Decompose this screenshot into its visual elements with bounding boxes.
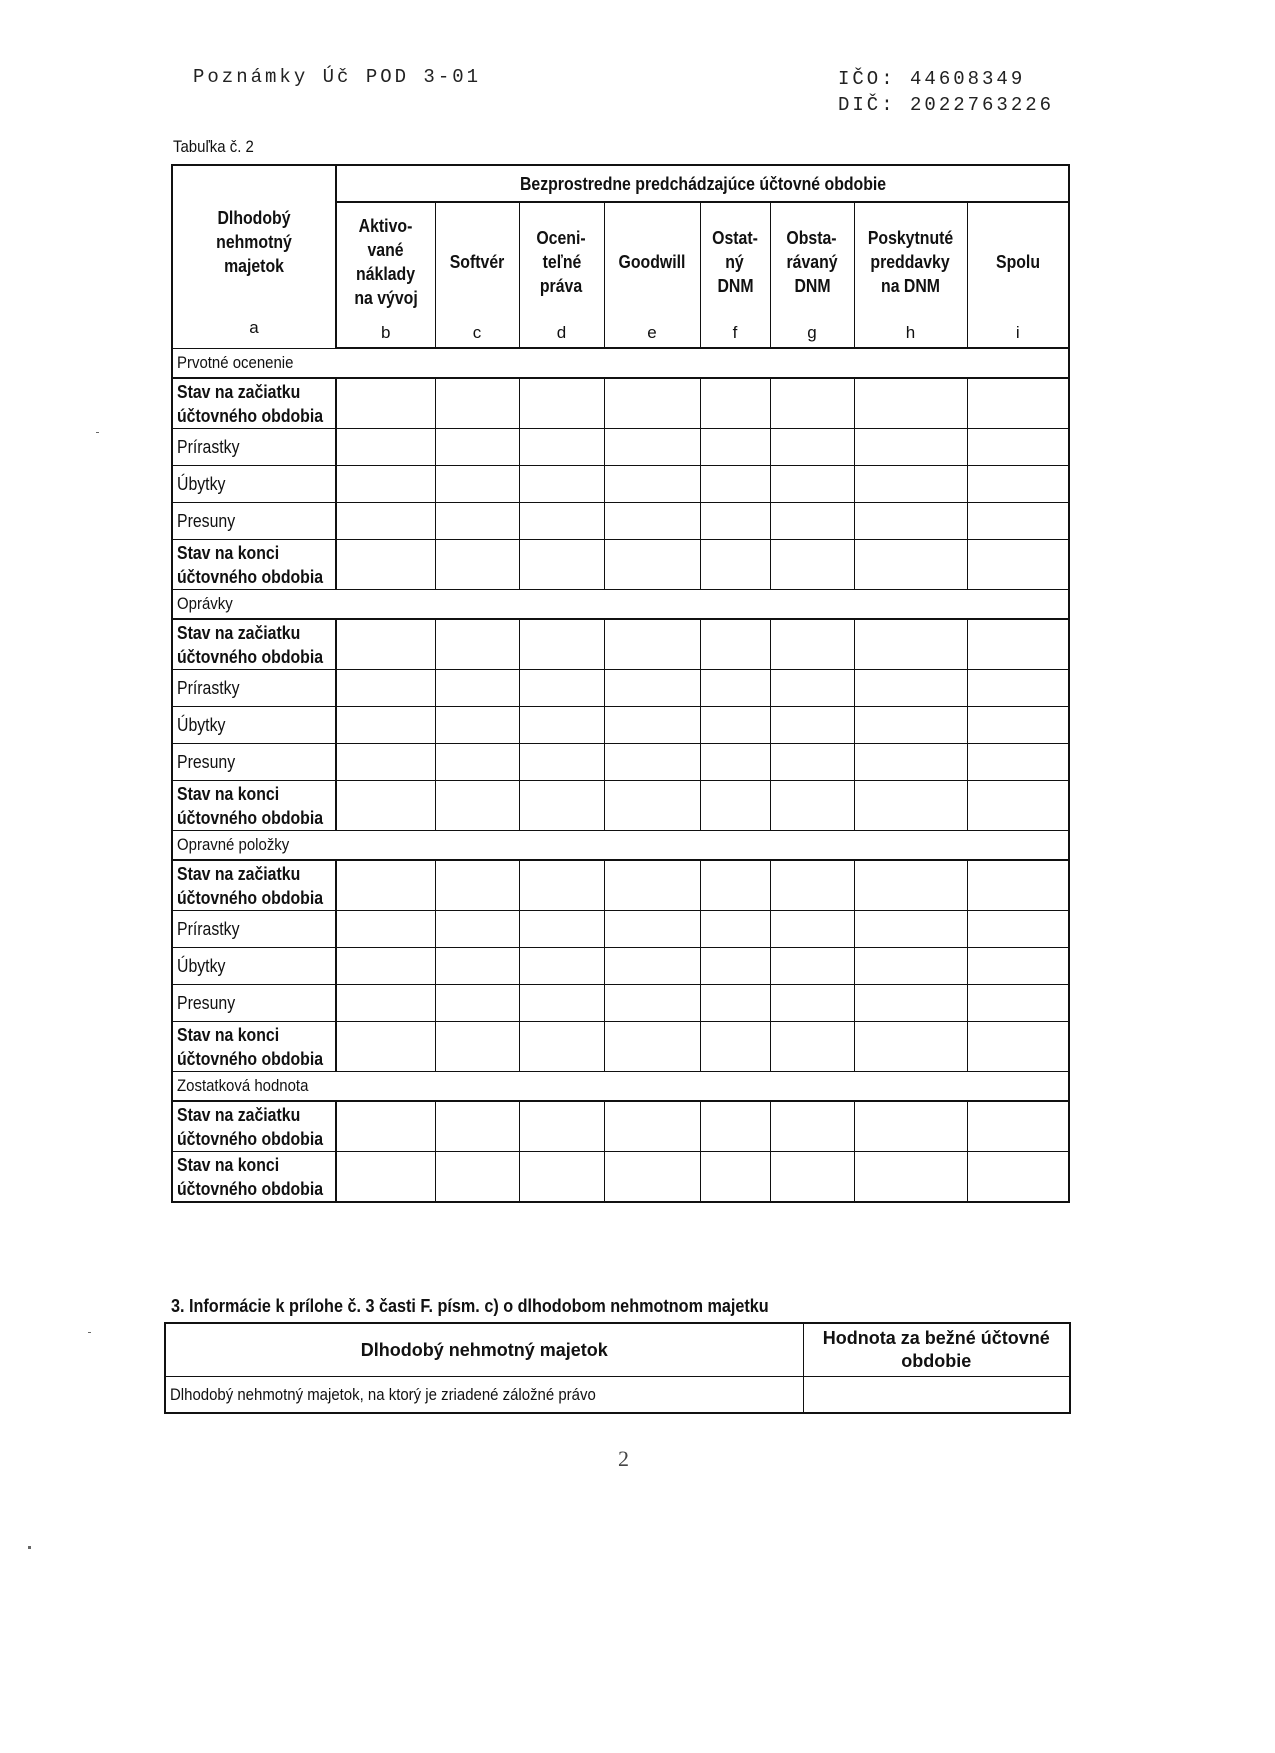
value-cell[interactable]	[967, 540, 1069, 590]
value-cell[interactable]	[967, 1152, 1069, 1203]
row-label: Presuny	[172, 985, 336, 1022]
col-letter-i: i	[1015, 323, 1020, 342]
col-letter-b: b	[381, 323, 391, 342]
value-cell[interactable]	[435, 744, 519, 781]
value-cell[interactable]	[435, 707, 519, 744]
table-row	[172, 744, 1069, 781]
col-header-c: Softvér c	[435, 202, 519, 348]
value-cell[interactable]	[435, 670, 519, 707]
value-cell[interactable]	[967, 378, 1069, 429]
col-letter-f: f	[732, 323, 738, 342]
row-label: Presuny	[172, 503, 336, 540]
value-cell[interactable]	[519, 619, 604, 670]
value-cell[interactable]	[700, 670, 770, 707]
value-cell[interactable]	[854, 744, 967, 781]
pledged-asset-value[interactable]	[803, 1377, 1070, 1414]
value-cell[interactable]	[700, 466, 770, 503]
col-header-e: Goodwill e	[604, 202, 700, 348]
table-row	[172, 781, 1069, 831]
value-cell[interactable]	[336, 860, 435, 911]
value-cell[interactable]	[700, 378, 770, 429]
row-label: Úbytky	[172, 948, 336, 985]
row-label: Stav na konci účtovného obdobia	[172, 1152, 336, 1203]
value-cell[interactable]	[519, 670, 604, 707]
value-cell[interactable]	[967, 860, 1069, 911]
value-cell[interactable]	[967, 781, 1069, 831]
section-title: Prvotné ocenenie	[172, 348, 1069, 378]
section-title: Oprávky	[172, 590, 1069, 620]
value-cell[interactable]	[604, 466, 700, 503]
value-cell[interactable]	[700, 1101, 770, 1152]
col-header-g: Obsta- rávaný DNM g	[770, 202, 854, 348]
value-cell[interactable]	[336, 429, 435, 466]
document-code: Poznámky Úč POD 3-01	[193, 66, 482, 88]
value-cell[interactable]	[700, 860, 770, 911]
value-cell[interactable]	[854, 911, 967, 948]
value-cell[interactable]	[700, 429, 770, 466]
value-cell[interactable]	[435, 911, 519, 948]
value-cell[interactable]	[770, 911, 854, 948]
section-title: Zostatková hodnota	[172, 1072, 1069, 1102]
value-cell[interactable]	[336, 619, 435, 670]
value-cell[interactable]	[604, 744, 700, 781]
value-cell[interactable]	[435, 1101, 519, 1152]
value-cell[interactable]	[967, 429, 1069, 466]
col-header-f: Ostat- ný DNM f	[700, 202, 770, 348]
table-row	[172, 985, 1069, 1022]
table-row	[172, 670, 1069, 707]
value-cell[interactable]	[604, 503, 700, 540]
col-header-value: Hodnota za bežné účtovné obdobie	[803, 1323, 1070, 1377]
col-letter-g: g	[807, 323, 817, 342]
value-cell[interactable]	[967, 466, 1069, 503]
value-cell[interactable]	[519, 948, 604, 985]
table-row	[172, 503, 1069, 540]
value-cell[interactable]	[770, 860, 854, 911]
value-cell[interactable]	[604, 1152, 700, 1203]
pledged-asset-label: Dlhodobý nehmotný majetok, na ktorý je zriadené záložné právo	[165, 1377, 803, 1414]
scan-mark	[28, 1546, 31, 1549]
value-cell[interactable]	[967, 1101, 1069, 1152]
value-cell[interactable]	[519, 985, 604, 1022]
value-cell[interactable]	[336, 378, 435, 429]
value-cell[interactable]	[519, 378, 604, 429]
value-cell[interactable]	[519, 744, 604, 781]
page-number: 2	[618, 1446, 629, 1471]
value-cell[interactable]	[435, 540, 519, 590]
value-cell[interactable]	[604, 1101, 700, 1152]
value-cell[interactable]	[967, 670, 1069, 707]
value-cell[interactable]	[770, 1022, 854, 1072]
value-cell[interactable]	[700, 781, 770, 831]
value-cell[interactable]	[604, 378, 700, 429]
table-label: Tabuľka č. 2	[173, 137, 254, 156]
col-letter-h: h	[905, 323, 916, 342]
value-cell[interactable]	[519, 1152, 604, 1203]
table-row	[172, 1152, 1069, 1203]
col-header-h: Poskytnuté preddavky na DNM h	[854, 202, 967, 348]
col-header-asset: Dlhodobý nehmotný majetok	[165, 1323, 803, 1377]
value-cell[interactable]	[336, 781, 435, 831]
ico-number: IČO: 44608349	[838, 68, 1026, 90]
value-cell[interactable]	[700, 707, 770, 744]
value-cell[interactable]	[854, 781, 967, 831]
value-cell[interactable]	[604, 781, 700, 831]
row-label: Stav na začiatku účtovného obdobia	[172, 378, 336, 429]
table-row	[172, 707, 1069, 744]
value-cell[interactable]	[604, 985, 700, 1022]
col-header-i: Spolu i	[967, 202, 1069, 348]
value-cell[interactable]	[967, 911, 1069, 948]
value-cell[interactable]	[336, 1101, 435, 1152]
value-cell[interactable]	[336, 744, 435, 781]
value-cell[interactable]	[435, 985, 519, 1022]
value-cell[interactable]	[604, 429, 700, 466]
table-row	[172, 1101, 1069, 1152]
value-cell[interactable]	[336, 503, 435, 540]
value-cell[interactable]	[854, 1152, 967, 1203]
row-header-cell: Dlhodobý nehmotný majetok a	[172, 165, 336, 348]
value-cell[interactable]	[336, 540, 435, 590]
row-label: Úbytky	[172, 707, 336, 744]
value-cell[interactable]	[336, 1022, 435, 1072]
value-cell[interactable]	[700, 985, 770, 1022]
value-cell[interactable]	[967, 707, 1069, 744]
value-cell[interactable]	[519, 429, 604, 466]
value-cell[interactable]	[854, 378, 967, 429]
value-cell[interactable]	[854, 1022, 967, 1072]
col-header-d: Oceni- teľné práva d	[519, 202, 604, 348]
value-cell[interactable]	[770, 429, 854, 466]
value-cell[interactable]	[519, 1101, 604, 1152]
value-cell[interactable]	[700, 1152, 770, 1203]
value-cell[interactable]	[770, 707, 854, 744]
value-cell[interactable]	[967, 744, 1069, 781]
table-row	[172, 948, 1069, 985]
pledged-assets-table	[164, 1322, 1071, 1414]
row-label: Prírastky	[172, 670, 336, 707]
intangible-assets-table	[171, 164, 1070, 1203]
table-row	[172, 378, 1069, 429]
table-row	[172, 429, 1069, 466]
value-cell[interactable]	[435, 860, 519, 911]
value-cell[interactable]	[770, 619, 854, 670]
value-cell[interactable]	[435, 781, 519, 831]
scan-mark	[88, 1332, 91, 1333]
value-cell[interactable]	[435, 1022, 519, 1072]
value-cell[interactable]	[770, 948, 854, 985]
value-cell[interactable]	[604, 948, 700, 985]
value-cell[interactable]	[967, 985, 1069, 1022]
col-letter-e: e	[647, 323, 657, 342]
value-cell[interactable]	[604, 540, 700, 590]
table-row	[172, 619, 1069, 670]
row-label: Stav na začiatku účtovného obdobia	[172, 1101, 336, 1152]
value-cell[interactable]	[336, 1152, 435, 1203]
value-cell[interactable]	[770, 1101, 854, 1152]
col-letter-c: c	[472, 323, 482, 342]
value-cell[interactable]	[604, 670, 700, 707]
value-cell[interactable]	[700, 503, 770, 540]
value-cell[interactable]	[854, 707, 967, 744]
value-cell[interactable]	[336, 707, 435, 744]
value-cell[interactable]	[854, 503, 967, 540]
value-cell[interactable]	[604, 911, 700, 948]
value-cell[interactable]	[700, 540, 770, 590]
value-cell[interactable]	[700, 1022, 770, 1072]
value-cell[interactable]	[770, 1152, 854, 1203]
row-label: Stav na konci účtovného obdobia	[172, 540, 336, 590]
value-cell[interactable]	[604, 707, 700, 744]
value-cell[interactable]	[770, 985, 854, 1022]
table-row	[172, 911, 1069, 948]
value-cell[interactable]	[854, 985, 967, 1022]
period-header: Bezprostredne predchádzajúce účtovné obdobie	[336, 165, 1069, 202]
value-cell[interactable]	[770, 670, 854, 707]
value-cell[interactable]	[519, 1022, 604, 1072]
value-cell[interactable]	[967, 503, 1069, 540]
scan-mark	[96, 432, 99, 433]
value-cell[interactable]	[336, 466, 435, 503]
value-cell[interactable]	[854, 670, 967, 707]
section-title: Opravné položky	[172, 831, 1069, 861]
value-cell[interactable]	[519, 911, 604, 948]
value-cell[interactable]	[435, 948, 519, 985]
table-row	[172, 540, 1069, 590]
value-cell[interactable]	[854, 466, 967, 503]
value-cell[interactable]	[700, 619, 770, 670]
value-cell[interactable]	[435, 503, 519, 540]
value-cell[interactable]	[770, 378, 854, 429]
col-letter-a: a	[249, 318, 259, 337]
value-cell[interactable]	[435, 619, 519, 670]
value-cell[interactable]	[604, 619, 700, 670]
dic-number: DIČ: 2022763226	[838, 94, 1055, 116]
row-label: Stav na konci účtovného obdobia	[172, 1022, 336, 1072]
value-cell[interactable]	[519, 707, 604, 744]
row-label: Prírastky	[172, 429, 336, 466]
value-cell[interactable]	[519, 860, 604, 911]
table-row	[172, 860, 1069, 911]
value-cell[interactable]	[435, 1152, 519, 1203]
value-cell[interactable]	[336, 670, 435, 707]
value-cell[interactable]	[700, 948, 770, 985]
value-cell[interactable]	[854, 429, 967, 466]
value-cell[interactable]	[435, 466, 519, 503]
value-cell[interactable]	[854, 540, 967, 590]
value-cell[interactable]	[519, 466, 604, 503]
table-row	[172, 1022, 1069, 1072]
value-cell[interactable]	[435, 429, 519, 466]
row-label: Úbytky	[172, 466, 336, 503]
section-3-heading: 3. Informácie k prílohe č. 3 časti F. písm. c) o dlhodobom nehmotnom majetku	[171, 1296, 769, 1316]
value-cell[interactable]	[770, 540, 854, 590]
value-cell[interactable]	[700, 911, 770, 948]
col-letter-d: d	[556, 323, 567, 342]
value-cell[interactable]	[604, 1022, 700, 1072]
value-cell[interactable]	[604, 860, 700, 911]
value-cell[interactable]	[770, 503, 854, 540]
col-header-b: Aktivo- vané náklady na vývoj b	[336, 202, 435, 348]
row-label: Prírastky	[172, 911, 336, 948]
value-cell[interactable]	[435, 378, 519, 429]
value-cell[interactable]	[854, 619, 967, 670]
value-cell[interactable]	[336, 911, 435, 948]
value-cell[interactable]	[519, 503, 604, 540]
value-cell[interactable]	[854, 860, 967, 911]
value-cell[interactable]	[967, 1022, 1069, 1072]
row-label: Stav na začiatku účtovného obdobia	[172, 619, 336, 670]
value-cell[interactable]	[700, 744, 770, 781]
row-label: Presuny	[172, 744, 336, 781]
value-cell[interactable]	[770, 466, 854, 503]
value-cell[interactable]	[336, 948, 435, 985]
row-label: Stav na začiatku účtovného obdobia	[172, 860, 336, 911]
value-cell[interactable]	[519, 540, 604, 590]
value-cell[interactable]	[854, 1101, 967, 1152]
value-cell[interactable]	[519, 781, 604, 831]
value-cell[interactable]	[770, 744, 854, 781]
value-cell[interactable]	[967, 948, 1069, 985]
row-label: Stav na konci účtovného obdobia	[172, 781, 336, 831]
value-cell[interactable]	[336, 985, 435, 1022]
company-ids	[838, 66, 1054, 118]
value-cell[interactable]	[770, 781, 854, 831]
value-cell[interactable]	[854, 948, 967, 985]
table-row	[172, 466, 1069, 503]
value-cell[interactable]	[967, 619, 1069, 670]
